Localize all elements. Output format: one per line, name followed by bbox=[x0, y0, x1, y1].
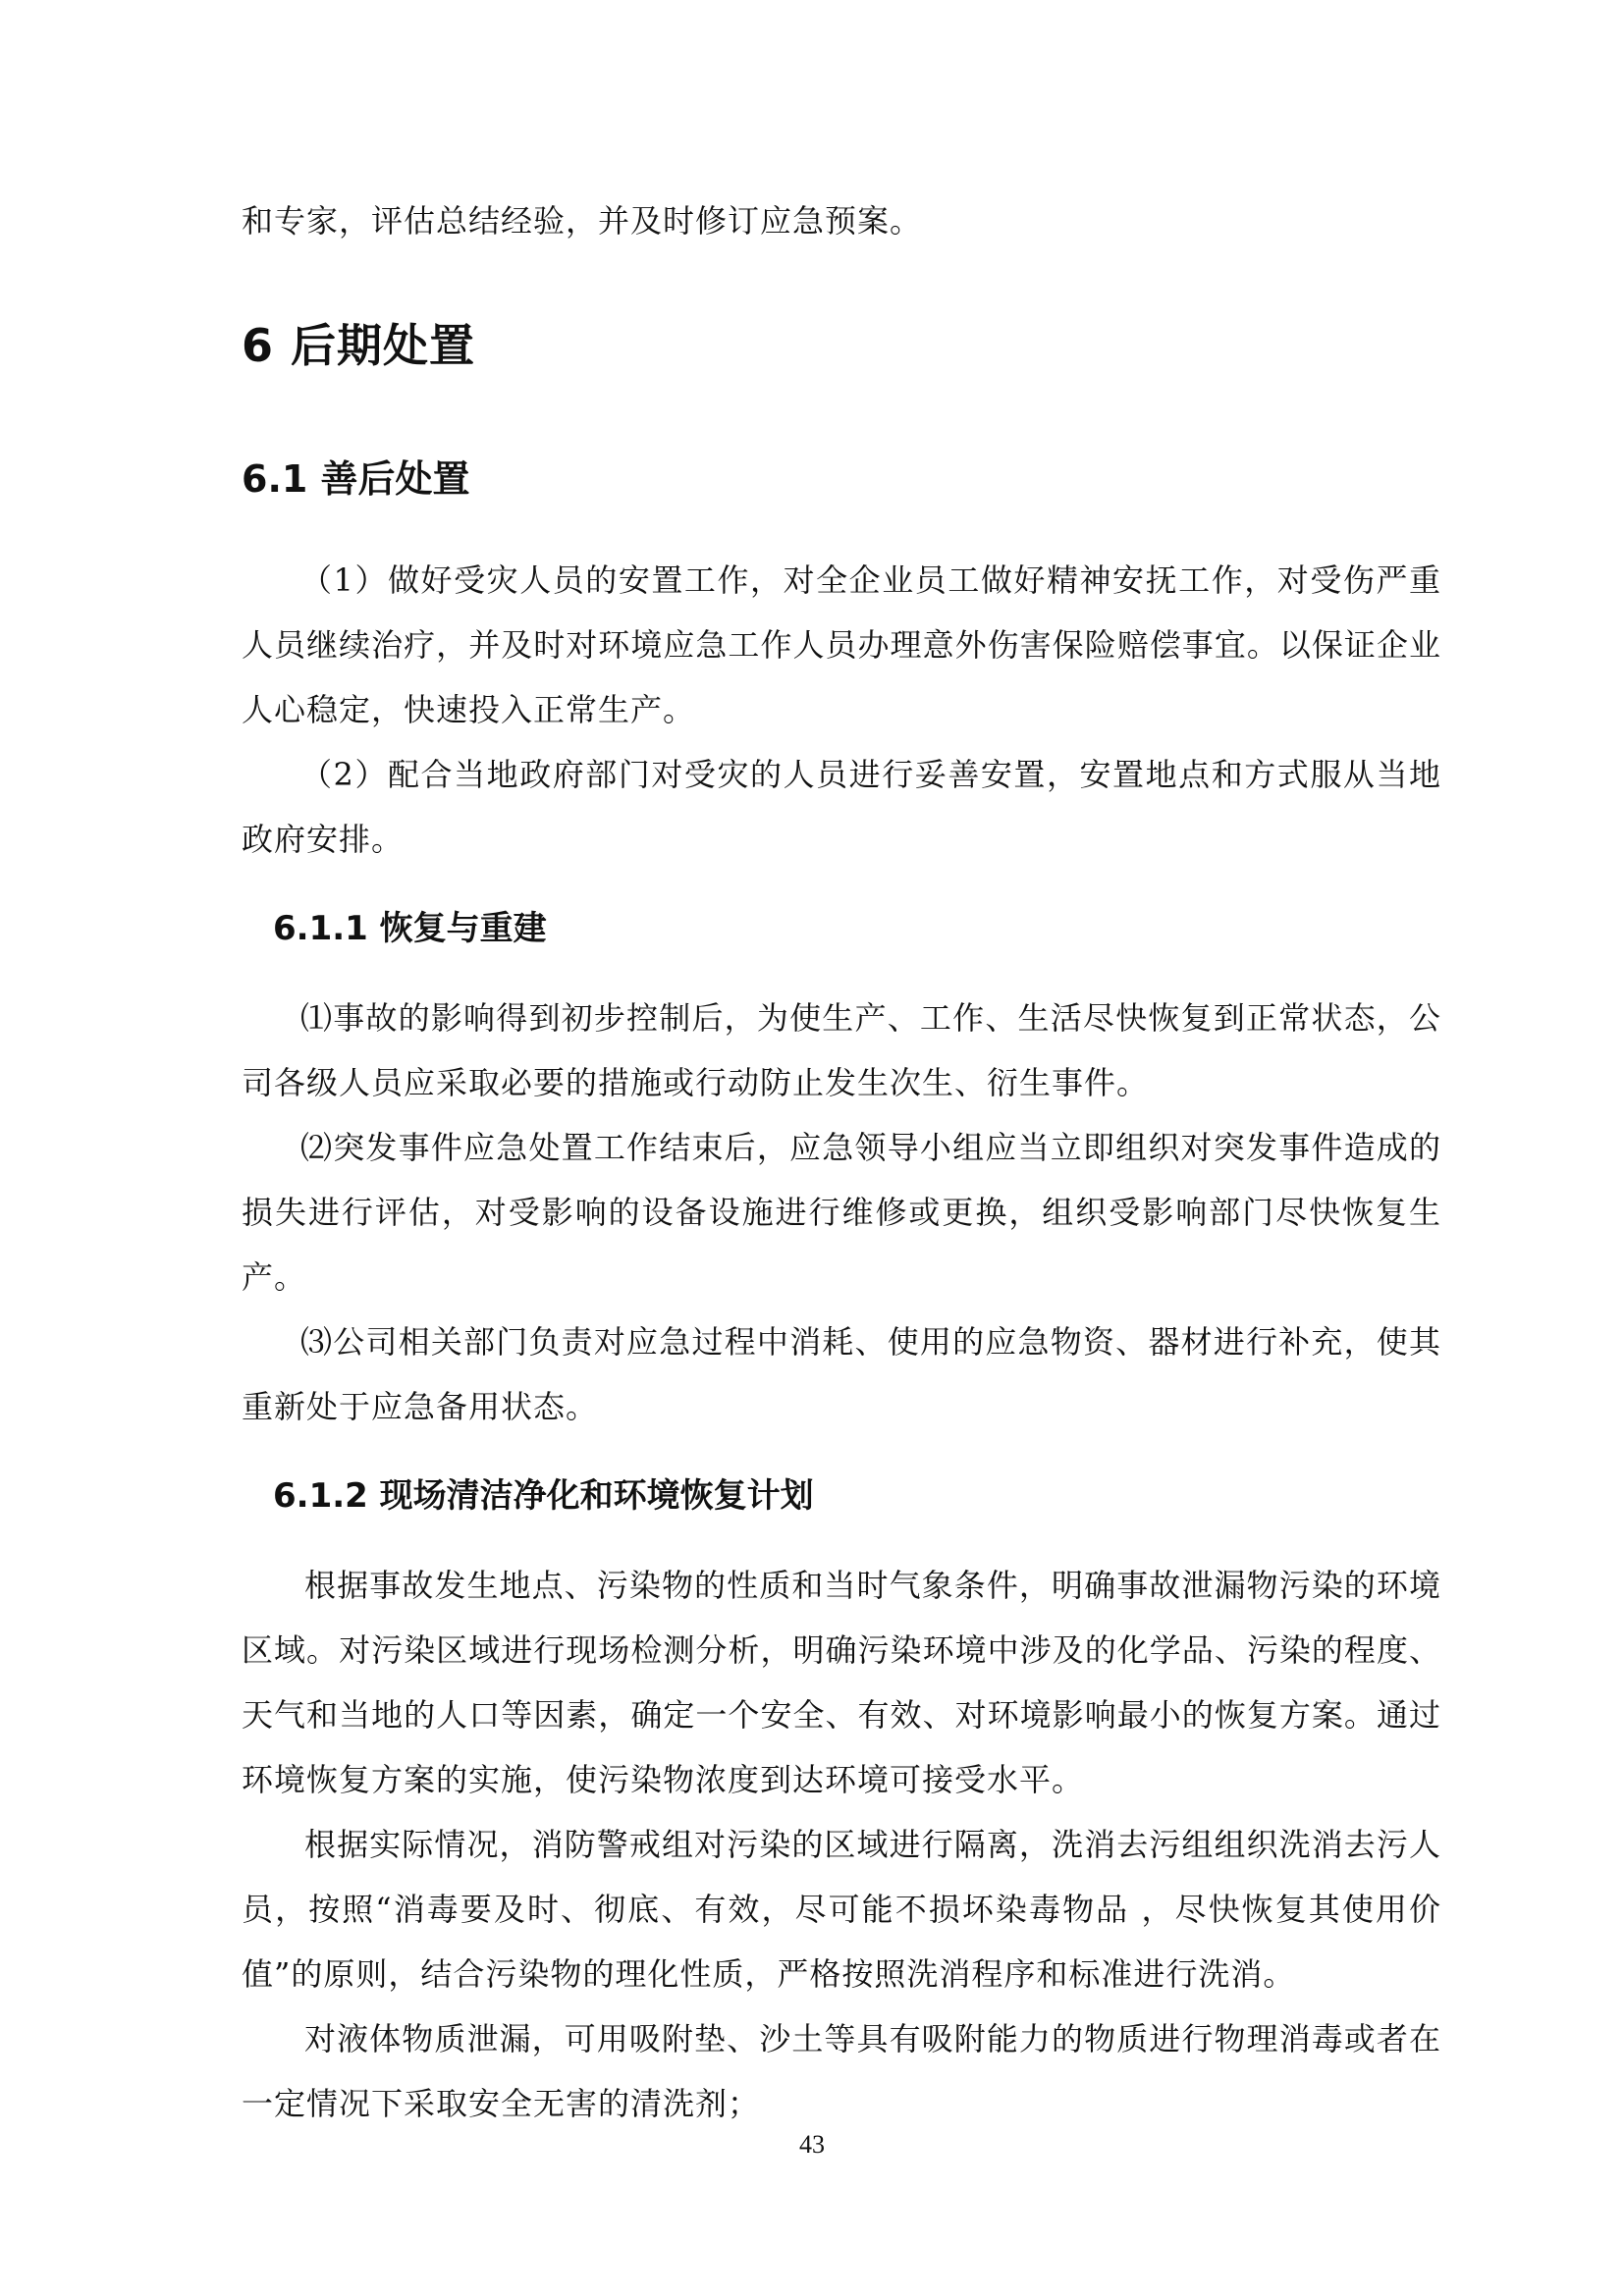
continuation-paragraph: 和专家，评估总结经验，并及时修订应急预案。 bbox=[242, 202, 923, 240]
paragraph-6-1-2-item-2: 根据实际情况，消防警戒组对污染的区域进行隔离，洗消去污组组织洗消去污人员，按照“消毒要及时、彻底、有效，尽可能不损坏染毒物品 ，尽快恢复其使用价值”的原则，结合污染物的理化性质，严格按照洗消程序和标准进行洗消。 bbox=[242, 1826, 1441, 1993]
chapter-heading: 6 后期处置 bbox=[242, 319, 476, 372]
paragraph-6-1-1-item-3: ⑶公司相关部门负责对应急过程中消耗、使用的应急物资、器材进行补充，使其重新处于应急备用状态。 bbox=[242, 1323, 1441, 1425]
paragraph-6-1-2-item-3: 对液体物质泄漏，可用吸附垫、沙土等具有吸附能力的物质进行物理消毒或者在一定情况下采取安全无害的清洗剂； bbox=[242, 2020, 1441, 2122]
page-content bbox=[242, 188, 1441, 2136]
paragraph-6-1-item-1: （1）做好受灾人员的安置工作，对全企业员工做好精神安抚工作，对受伤严重人员继续治疗，并及时对环境应急工作人员办理意外伤害保险赔偿事宜。以保证企业人心稳定，快速投入正常生产。 bbox=[242, 561, 1441, 728]
page-number: 43 bbox=[799, 2130, 825, 2159]
paragraph-6-1-2-item-1: 根据事故发生地点、污染物的性质和当时气象条件，明确事故泄漏物污染的环境区域。对污染区域进行现场检测分析，明确污染环境中涉及的化学品、污染的程度、天气和当地的人口等因素，确定一个安全、有效、对环境影响最小的恢复方案。通过环境恢复方案的实施，使污染物浓度到达环境可接受水平。 bbox=[242, 1567, 1441, 1798]
subsection-heading-6-1-2: 6.1.2 现场清洁净化和环境恢复计划 bbox=[273, 1476, 814, 1516]
section-heading-6-1: 6.1 善后处置 bbox=[242, 457, 470, 501]
paragraph-6-1-1-item-2: ⑵突发事件应急处置工作结束后，应急领导小组应当立即组织对突发事件造成的损失进行评估，对受影响的设备设施进行维修或更换，组织受影响部门尽快恢复生产。 bbox=[242, 1129, 1441, 1296]
subsection-heading-6-1-1: 6.1.1 恢复与重建 bbox=[273, 909, 547, 948]
paragraph-6-1-item-2: （2）配合当地政府部门对受灾的人员进行妥善安置，安置地点和方式服从当地政府安排。 bbox=[242, 756, 1441, 858]
paragraph-6-1-1-item-1: ⑴事故的影响得到初步控制后，为使生产、工作、生活尽快恢复到正常状态，公司各级人员应采取必要的措施或行动防止发生次生、衍生事件。 bbox=[242, 999, 1441, 1101]
